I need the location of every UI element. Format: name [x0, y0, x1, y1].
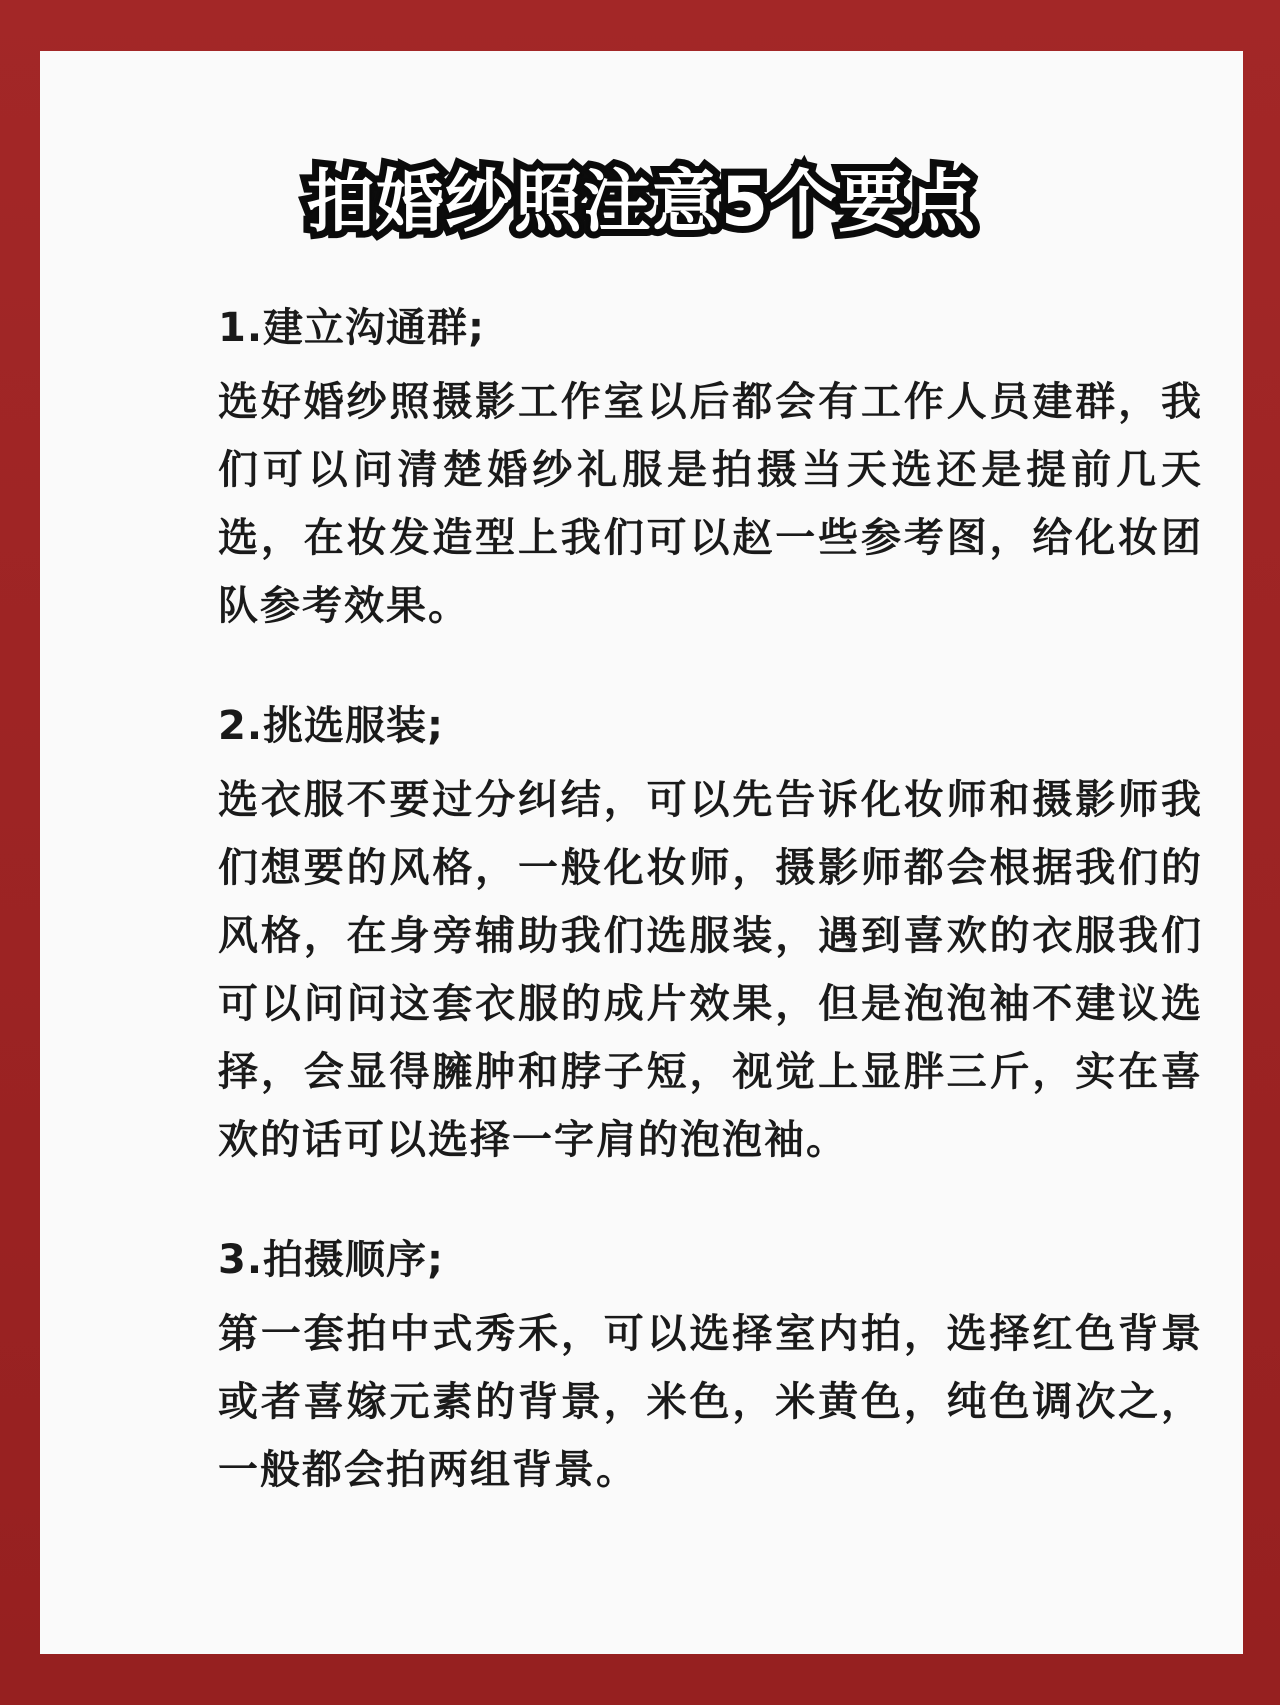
section-heading: 1.建立沟通群; — [218, 305, 486, 351]
section-1 — [218, 304, 1203, 640]
content-body — [218, 304, 1203, 1566]
page-title: 拍婚纱照注意5个要点 — [306, 163, 977, 242]
title-container — [40, 163, 1243, 242]
section-paragraph: 选衣服不要过分纠结，可以先告诉化妆师和摄影师我们想要的风格，一般化妆师，摄影师都会根据我们的风格，在身旁辅助我们选服装，遇到喜欢的衣服我们可以问问这套衣服的成片效果，但是泡泡袖不建议选择，会显得臃肿和脖子短，视觉上显胖三斤，实在喜欢的话可以选择一字肩的泡泡袖。 — [218, 777, 1203, 1163]
section-2 — [218, 702, 1203, 1174]
paper-card — [40, 51, 1243, 1654]
section-paragraph: 选好婚纱照摄影工作室以后都会有工作人员建群，我们可以问清楚婚纱礼服是拍摄当天选还是提前几天选，在妆发造型上我们可以赵一些参考图，给化妆团队参考效果。 — [218, 379, 1203, 629]
section-paragraph: 第一套拍中式秀禾，可以选择室内拍，选择红色背景或者喜嫁元素的背景，米色，米黄色，纯色调次之，一般都会拍两组背景。 — [218, 1311, 1203, 1493]
section-heading: 3.拍摄顺序; — [218, 1237, 445, 1283]
section-3 — [218, 1236, 1203, 1504]
section-heading: 2.挑选服装; — [218, 703, 445, 749]
